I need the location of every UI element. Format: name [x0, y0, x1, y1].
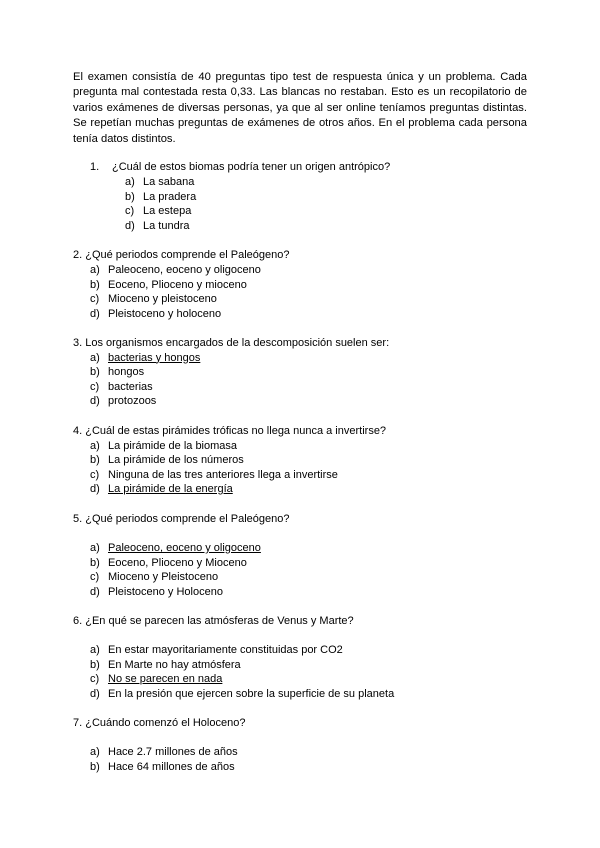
option-1c: c) La estepa — [125, 205, 192, 217]
question-6: 6. ¿En qué se parecen las atmósferas de Venus y Marte? — [73, 615, 354, 627]
question-3: 3. Los organismos encargados de la descomposición suelen ser: — [73, 337, 390, 349]
option-1a: a) La sabana — [125, 176, 195, 188]
question-4: 4. ¿Cuál de estas pirámides tróficas no llega nunca a invertirse? — [73, 425, 387, 437]
option-3a-correct: a) bacterias y hongos — [90, 351, 201, 364]
option-3c: c) bacterias — [90, 380, 153, 393]
option-6c-correct: c) No se parecen en nada — [90, 673, 223, 685]
option-2c: c) Mioceno y pleistoceno — [90, 293, 217, 305]
option-5c: c) Mioceno y Pleistoceno — [90, 571, 219, 583]
option-4b: b) La pirámide de los números — [90, 454, 244, 466]
option-7a: a) Hace 2.7 millones de años — [90, 746, 238, 758]
option-5d: d) Pleistoceno y Holoceno — [90, 585, 223, 598]
question-text: ¿Cuál de estos biomas podría tener un origen antrópico? — [112, 161, 391, 173]
option-2d: d) Pleistoceno y holoceno — [90, 307, 222, 320]
option-2a: a) Paleoceno, eoceno y oligoceno — [90, 264, 261, 276]
intro-paragraph: El examen consistía de 40 preguntas tipo test de respuesta única y un problema. Cada pregunta mal contestada resta 0,33. Las blancas no restaban. Esto es un recopilatorio de varios exámenes de diversas personas, ya que al ser online teníamos preguntas distintas. Se repetían muchas preguntas de exámenes de otros años. En el problema cada persona tenía datos distintos. — [73, 71, 527, 145]
option-5a-correct: a) Paleoceno, eoceno y oligoceno — [90, 542, 261, 554]
question-2: 2. ¿Qué periodos comprende el Paleógeno? — [73, 249, 290, 261]
question-1 — [90, 160, 390, 175]
option-6d: d) En la presión que ejercen sobre la superficie de su planeta — [90, 687, 395, 700]
question-number: 1. — [90, 161, 100, 173]
option-6a: a) En estar mayoritariamente constituidas por CO2 — [90, 644, 343, 656]
option-1b: b) La pradera — [125, 190, 197, 203]
option-1d: d) La tundra — [125, 219, 190, 232]
option-2b: b) Eoceno, Plioceno y mioceno — [90, 278, 247, 291]
option-7b: b) Hace 64 millones de años — [90, 760, 235, 773]
option-4d-correct: d) La pirámide de la energía — [90, 483, 233, 495]
option-5b: b) Eoceno, Plioceno y Mioceno — [90, 556, 247, 569]
option-3d: d) protozoos — [90, 395, 157, 407]
option-4c: c) Ninguna de las tres anteriores llega a invertirse — [90, 468, 338, 481]
question-7: 7. ¿Cuándo comenzó el Holoceno? — [73, 717, 246, 729]
option-4a: a) La pirámide de la biomasa — [90, 439, 238, 452]
option-6b: b) En Marte no hay atmósfera — [90, 658, 241, 671]
question-5: 5. ¿Qué periodos comprende el Paleógeno? — [73, 513, 290, 525]
option-3b: b) hongos — [90, 366, 145, 378]
